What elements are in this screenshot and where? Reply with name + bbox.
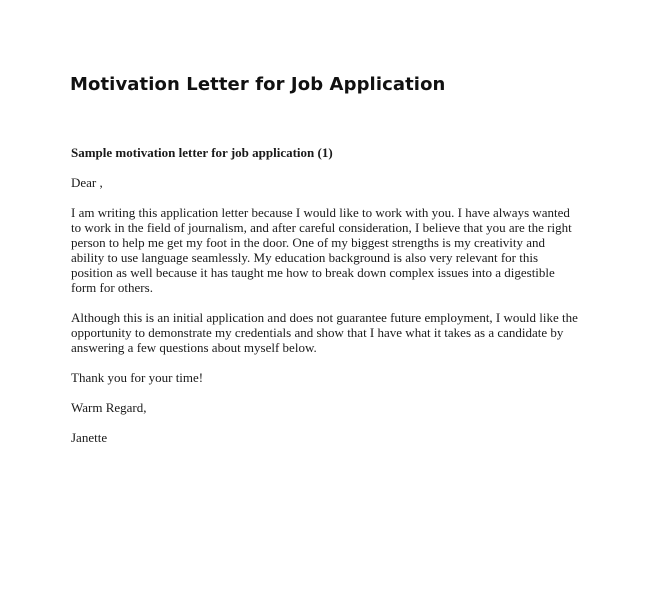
letter-signature: Janette: [71, 430, 108, 445]
paragraph-line: person to help me get my foot in the door. One of my biggest strengths is my creativity and: [71, 235, 546, 250]
letter-paragraph-1: [71, 205, 591, 295]
document-title: Motivation Letter for Job Application: [70, 74, 446, 95]
letter-thanks: Thank you for your time!: [71, 370, 204, 385]
paragraph-line: Although this is an initial application and does not guarantee future employment, I would like the: [71, 310, 578, 325]
paragraph-line: form for others.: [71, 280, 153, 295]
letter-body: [71, 145, 591, 460]
paragraph-line: opportunity to demonstrate my credentials and show that I have what it takes as a candidate by: [71, 325, 564, 340]
paragraph-line: ability to use language seamlessly. My education background is also very relevant for this: [71, 250, 539, 265]
letter-salutation: Dear ,: [71, 175, 103, 190]
letter-heading: Sample motivation letter for job application (1): [71, 145, 333, 160]
letter-paragraph-2: [71, 310, 591, 355]
letter-closing: Warm Regard,: [71, 400, 147, 415]
paragraph-line: to work in the field of journalism, and after careful consideration, I believe that you are the right: [71, 220, 572, 235]
paragraph-line: position as well because it has taught me how to break down complex issues into a digestible: [71, 265, 555, 280]
paragraph-line: answering a few questions about myself below.: [71, 340, 317, 355]
paragraph-line: I am writing this application letter because I would like to work with you. I have always wanted: [71, 205, 570, 220]
